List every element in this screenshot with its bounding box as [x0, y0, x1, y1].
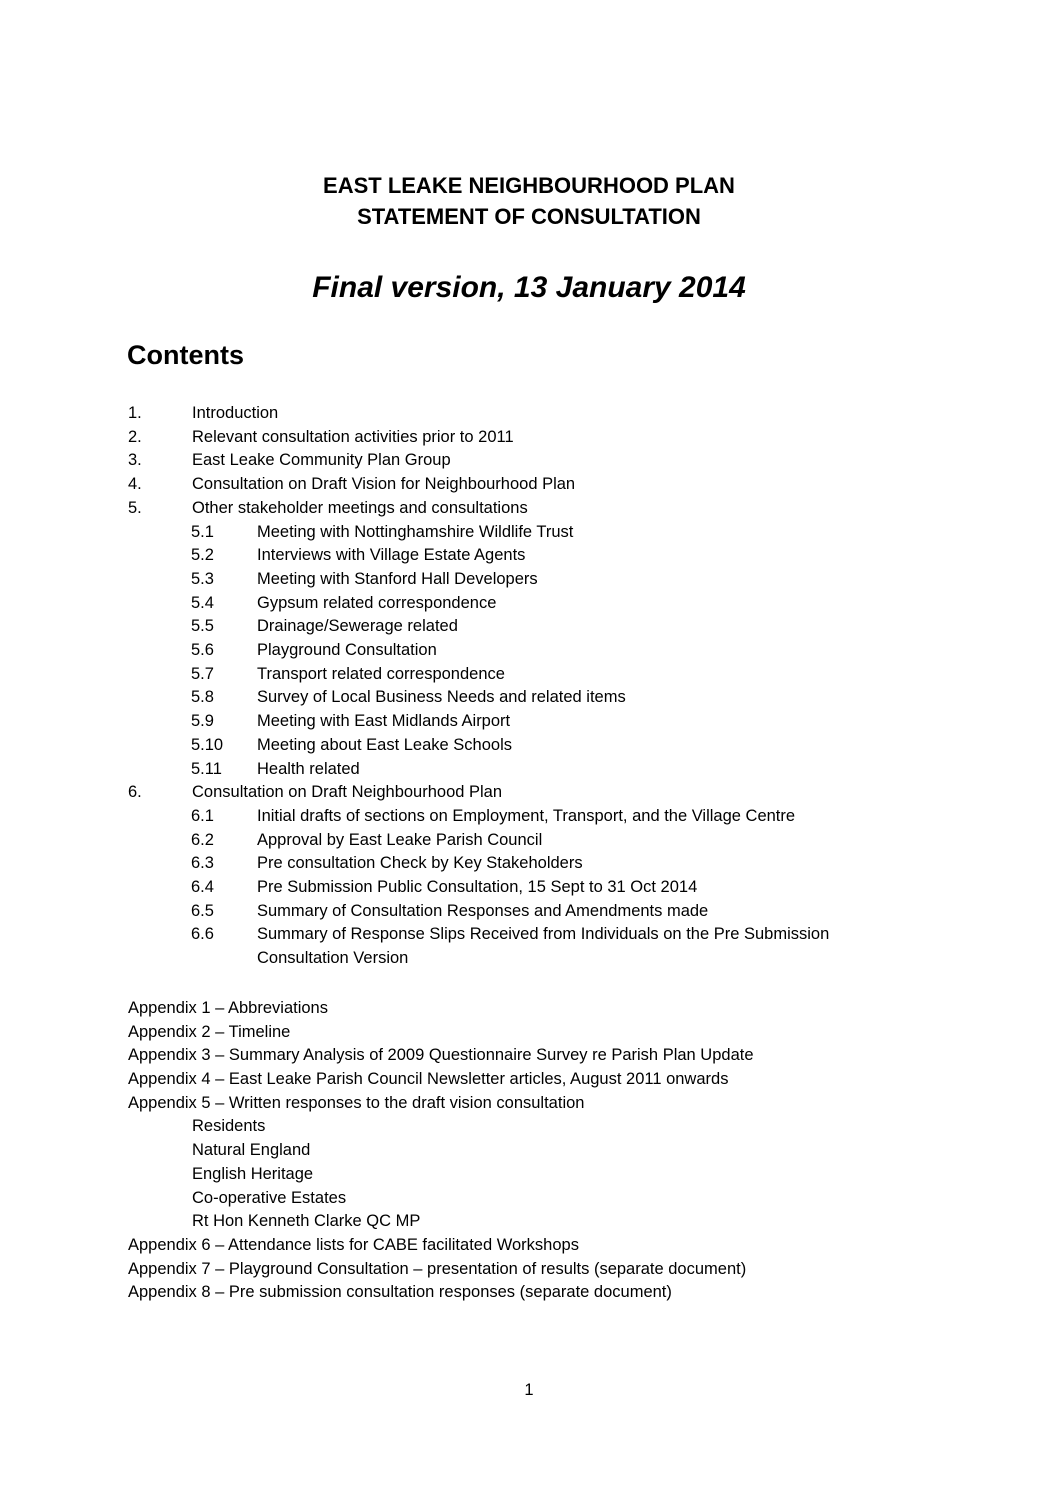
toc-item	[128, 497, 1058, 521]
toc-item-number: 6.4	[191, 878, 214, 897]
toc-item-text	[257, 900, 1017, 924]
toc-item-text-line: Initial drafts of sections on Employment, Transport, and the Village Centre	[257, 806, 796, 825]
toc-item-text	[257, 544, 1017, 568]
toc-item-text-line: Summary of Response Slips Received from Individuals on the Pre Submission	[257, 925, 830, 944]
toc-item-number: 6.3	[191, 854, 214, 873]
toc-item-text	[257, 829, 1017, 853]
toc-item-text	[257, 521, 1017, 545]
toc-item	[191, 876, 1058, 900]
toc-item-text-line: Transport related correspondence	[257, 664, 505, 683]
toc-item-text-line: Meeting with Nottinghamshire Wildlife Trust	[257, 522, 574, 541]
toc-item-text-line: East Leake Community Plan Group	[192, 451, 451, 470]
contents-heading: Contents	[127, 340, 244, 370]
toc-item-text	[192, 781, 952, 805]
toc-item-text-line: Approval by East Leake Parish Council	[257, 830, 543, 849]
toc-item-text	[257, 876, 1017, 900]
appendix-item: Appendix 5 – Written responses to the draft vision consultation	[128, 1093, 585, 1112]
toc-item-number: 5.5	[191, 617, 214, 636]
toc-item-text-line: Consultation on Draft Neighbourhood Plan	[192, 783, 503, 802]
appendix-item: Appendix 4 – East Leake Parish Council Newsletter articles, August 2011 onwards	[128, 1069, 729, 1088]
toc-item	[191, 829, 1058, 853]
toc-item-text-line: Introduction	[192, 404, 279, 422]
toc-item-text	[257, 568, 1017, 592]
toc-item-text	[192, 473, 952, 497]
toc-item	[191, 758, 1058, 782]
toc-item	[191, 544, 1058, 568]
toc-item	[191, 734, 1058, 758]
toc-item-text-line: Gypsum related correspondence	[257, 593, 497, 612]
toc-item	[191, 686, 1058, 710]
toc-item-number: 5.8	[191, 688, 214, 707]
toc-item-number: 1.	[128, 404, 142, 422]
toc-item-number: 5.6	[191, 641, 214, 660]
toc-item-text-line: Other stakeholder meetings and consultations	[192, 498, 528, 517]
toc-item-text-line: Meeting with Stanford Hall Developers	[257, 569, 538, 588]
document-title-line1: EAST LEAKE NEIGHBOURHOOD PLAN	[323, 173, 735, 198]
appendix-item: Appendix 8 – Pre submission consultation responses (separate document)	[128, 1283, 672, 1302]
toc-item-number: 5.3	[191, 569, 214, 588]
document-version-subtitle: Final version, 13 January 2014	[312, 271, 746, 304]
toc-item-text-line: Consultation Version	[257, 949, 409, 968]
toc-item-text	[257, 686, 1017, 710]
toc-item-text	[257, 805, 1017, 829]
toc-item	[191, 615, 1058, 639]
toc-item-number: 3.	[128, 451, 142, 470]
document-title-line2: STATEMENT OF CONSULTATION	[357, 204, 701, 229]
toc-item	[128, 402, 1058, 426]
appendix-sub-item: English Heritage	[192, 1164, 314, 1183]
toc-item-number: 5.	[128, 498, 142, 517]
toc-item-text-line: Survey of Local Business Needs and related items	[257, 688, 626, 707]
appendix-sub-item: Rt Hon Kenneth Clarke QC MP	[192, 1212, 421, 1231]
toc-item-number: 5.2	[191, 546, 214, 565]
appendix-sub-item: Natural England	[192, 1141, 311, 1160]
appendix-list	[128, 997, 1058, 1305]
appendix-item: Appendix 7 – Playground Consultation – presentation of results (separate document)	[128, 1259, 747, 1278]
toc-item-number: 5.9	[191, 712, 214, 731]
toc-item	[191, 852, 1058, 876]
toc-item-number: 5.4	[191, 593, 214, 612]
toc-item-text	[257, 639, 1017, 663]
toc-item-text	[192, 402, 952, 426]
toc-item-text	[257, 663, 1017, 687]
toc-item-text-line: Consultation on Draft Vision for Neighbourhood Plan	[192, 475, 576, 494]
toc-item-text	[257, 758, 1017, 782]
table-of-contents	[128, 402, 1058, 971]
toc-item-number: 5.7	[191, 664, 214, 683]
appendix-item: Appendix 2 – Timeline	[128, 1022, 291, 1041]
toc-item-number: 6.5	[191, 901, 214, 920]
toc-item	[191, 521, 1058, 545]
toc-item-text	[257, 923, 1017, 970]
toc-item-text-line: Meeting about East Leake Schools	[257, 735, 513, 754]
toc-item-number: 2.	[128, 427, 142, 446]
toc-item-text-line: Pre Submission Public Consultation, 15 Sept to 31 Oct 2014	[257, 878, 698, 897]
toc-item-text	[257, 615, 1017, 639]
toc-item-text-line: Playground Consultation	[257, 641, 437, 660]
toc-item	[128, 781, 1058, 805]
toc-item-number: 5.1	[191, 522, 214, 541]
toc-item-number: 6.1	[191, 806, 214, 825]
toc-item-number: 6.	[128, 783, 142, 802]
toc-item	[191, 639, 1058, 663]
toc-item-text	[257, 852, 1017, 876]
toc-item	[128, 449, 1058, 473]
appendix-item: Appendix 6 – Attendance lists for CABE facilitated Workshops	[128, 1235, 579, 1254]
toc-item	[128, 473, 1058, 497]
appendix-sub-item: Residents	[192, 1117, 266, 1136]
page-number: 1	[524, 1381, 534, 1400]
toc-item-text	[257, 592, 1017, 616]
toc-item-text	[257, 710, 1017, 734]
toc-item-number: 5.10	[191, 735, 224, 754]
toc-item-text	[192, 426, 952, 450]
toc-item-text-line: Summary of Consultation Responses and Amendments made	[257, 901, 709, 920]
toc-item-number: 6.2	[191, 830, 214, 849]
appendix-sub-item: Co-operative Estates	[192, 1188, 347, 1207]
appendix-item: Appendix 1 – Abbreviations	[128, 998, 328, 1017]
toc-item-text-line: Meeting with East Midlands Airport	[257, 712, 511, 731]
toc-item	[191, 710, 1058, 734]
toc-item	[191, 900, 1058, 924]
toc-item	[191, 568, 1058, 592]
toc-item-text	[192, 497, 952, 521]
document-title	[0, 170, 1058, 232]
toc-item-text-line: Health related	[257, 759, 360, 778]
toc-item-number: 4.	[128, 475, 142, 494]
toc-item-text-line: Drainage/Sewerage related	[257, 617, 458, 636]
appendix-item: Appendix 3 – Summary Analysis of 2009 Questionnaire Survey re Parish Plan Update	[128, 1046, 754, 1065]
toc-item-text-line: Relevant consultation activities prior to 2011	[192, 427, 514, 446]
toc-item-text	[192, 449, 952, 473]
toc-item	[191, 923, 1058, 970]
toc-item-text	[257, 734, 1017, 758]
toc-item	[191, 592, 1058, 616]
toc-item-number: 6.6	[191, 925, 214, 944]
toc-item	[191, 663, 1058, 687]
toc-item	[128, 426, 1058, 450]
toc-item-number: 5.11	[191, 759, 222, 778]
toc-item	[191, 805, 1058, 829]
toc-item-text-line: Interviews with Village Estate Agents	[257, 546, 526, 565]
toc-item-text-line: Pre consultation Check by Key Stakeholders	[257, 854, 583, 873]
